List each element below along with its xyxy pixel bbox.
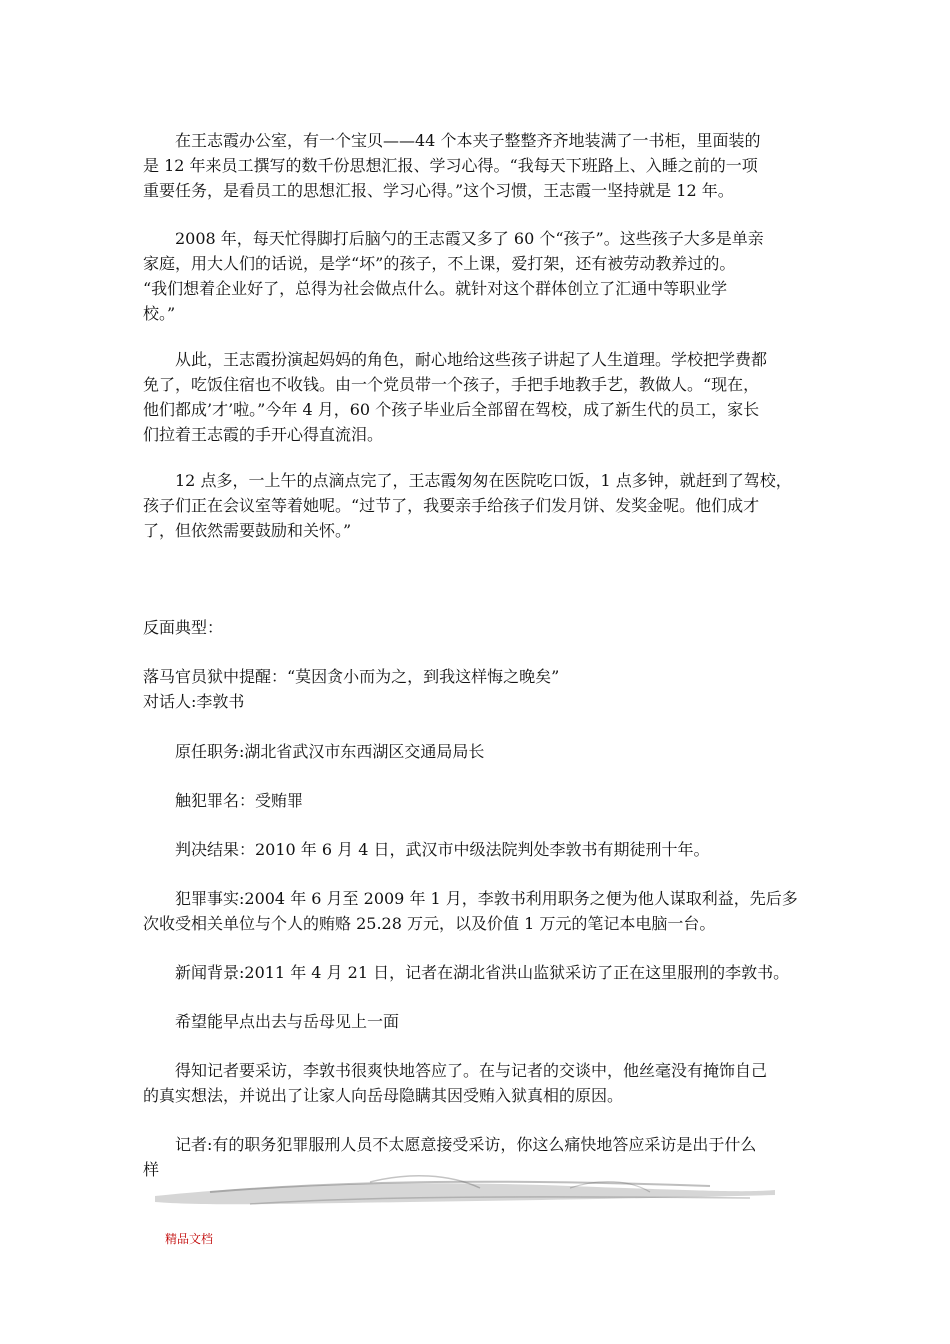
paragraph-hospital-visit — [143, 468, 811, 543]
text-line: 记者:有的职务犯罪服刑人员不太愿意接受采访，你这么痛快地答应采访是出于什么 — [175, 1135, 757, 1154]
interviewee-label: 对话人:李敦书 — [143, 692, 245, 711]
text-line: 了，但依然需要鼓励和关怀。” — [143, 521, 352, 540]
text-line: 得知记者要采访，李敦书很爽快地答应了。在与记者的交谈中，他丝毫没有掩饰自己 — [175, 1061, 768, 1080]
text-line: 免了，吃饭住宿也不收钱。由一个党员带一个孩子，手把手地教手艺，教做人。“现在， — [143, 375, 760, 394]
text-line: 犯罪事实:2004 年 6 月至 2009 年 1 月，李敦书利用职务之便为他人谋取利益，先后多 — [175, 889, 798, 908]
paragraph-interview-agreed — [143, 1058, 811, 1108]
former-position — [143, 739, 811, 764]
text-line: 从此，王志霞扮演起妈妈的角色，耐心地给这些孩子讲起了人生道理。学校把学费都 — [175, 350, 768, 369]
text-line: 重要任务，是看员工的思想汇报、学习心得。”这个习惯，王志霞一坚持就是 12 年。 — [143, 181, 734, 200]
text-line: 的真实想法，并说出了让家人向岳母隐瞒其因受贿入狱真相的原因。 — [143, 1086, 624, 1105]
subheading-hope — [143, 1009, 811, 1034]
text-line: 次收受相关单位与个人的贿赂 25.28 万元，以及价值 1 万元的笔记本电脑一台。 — [143, 914, 716, 933]
paragraph-mother-role — [143, 347, 811, 447]
text-line: 他们都成’才’啦。”今年 4 月，60 个孩子毕业后全部留在驾校，成了新生代的员工，家长 — [143, 400, 760, 419]
text-line: 样 — [143, 1160, 160, 1179]
text-line: 原任职务:湖北省武汉市东西湖区交通局局长 — [175, 742, 485, 761]
text-line: 12 点多，一上午的点滴点完了，王志霞匆匆在医院吃口饭，1 点多钟，就赶到了驾校， — [175, 471, 792, 490]
text-line: 在王志霞办公室，有一个宝贝——44 个本夹子整整齐齐地装满了一书柜，里面装的 — [175, 131, 761, 150]
heading-text: 反面典型： — [143, 618, 224, 637]
text-line: 家庭，用大人们的话说，是学“坏”的孩子，不上课，爱打架，还有被劳动教养过的。 — [143, 254, 736, 273]
text-line: 判决结果：2010 年 6 月 4 日，武汉市中级法院判处李敦书有期徒刑十年。 — [175, 840, 710, 859]
footer-label: 精品文档 — [165, 1232, 214, 1246]
crime-charge — [143, 788, 811, 813]
text-line: 希望能早点出去与岳母见上一面 — [175, 1012, 400, 1031]
crime-facts — [143, 886, 811, 936]
paragraph-2008-children — [143, 226, 811, 326]
text-line: 们拉着王志霞的手开心得直流泪。 — [143, 425, 384, 444]
brush-stroke-decoration — [150, 1162, 780, 1224]
text-line: 新闻背景:2011 年 4 月 21 日，记者在湖北省洪山监狱采访了正在这里服刑的李敦书。 — [175, 963, 790, 982]
section-heading-negative-example — [143, 615, 811, 640]
text-line: “我们想着企业好了，总得为社会做点什么。就针对这个群体创立了汇通中等职业学 — [143, 279, 728, 298]
article-title-block — [143, 664, 811, 714]
article-title: 落马官员狱中提醒：“莫因贪小而为之，到我这样悔之晚矣” — [143, 667, 560, 686]
paragraph-office-folders — [143, 128, 811, 203]
verdict — [143, 837, 811, 862]
news-background — [143, 960, 811, 985]
text-line: 2008 年，每天忙得脚打后脑勺的王志霞又多了 60 个“孩子”。这些孩子大多是单亲 — [175, 229, 764, 248]
text-line: 校。” — [143, 304, 176, 323]
text-line: 孩子们正在会议室等着她呢。“过节了，我要亲手给孩子们发月饼、发奖金呢。他们成才 — [143, 496, 760, 515]
text-line: 触犯罪名：受贿罪 — [175, 791, 304, 810]
text-line: 是 12 年来员工撰写的数千份思想汇报、学习心得。“我每天下班路上、入睡之前的一项 — [143, 156, 758, 175]
